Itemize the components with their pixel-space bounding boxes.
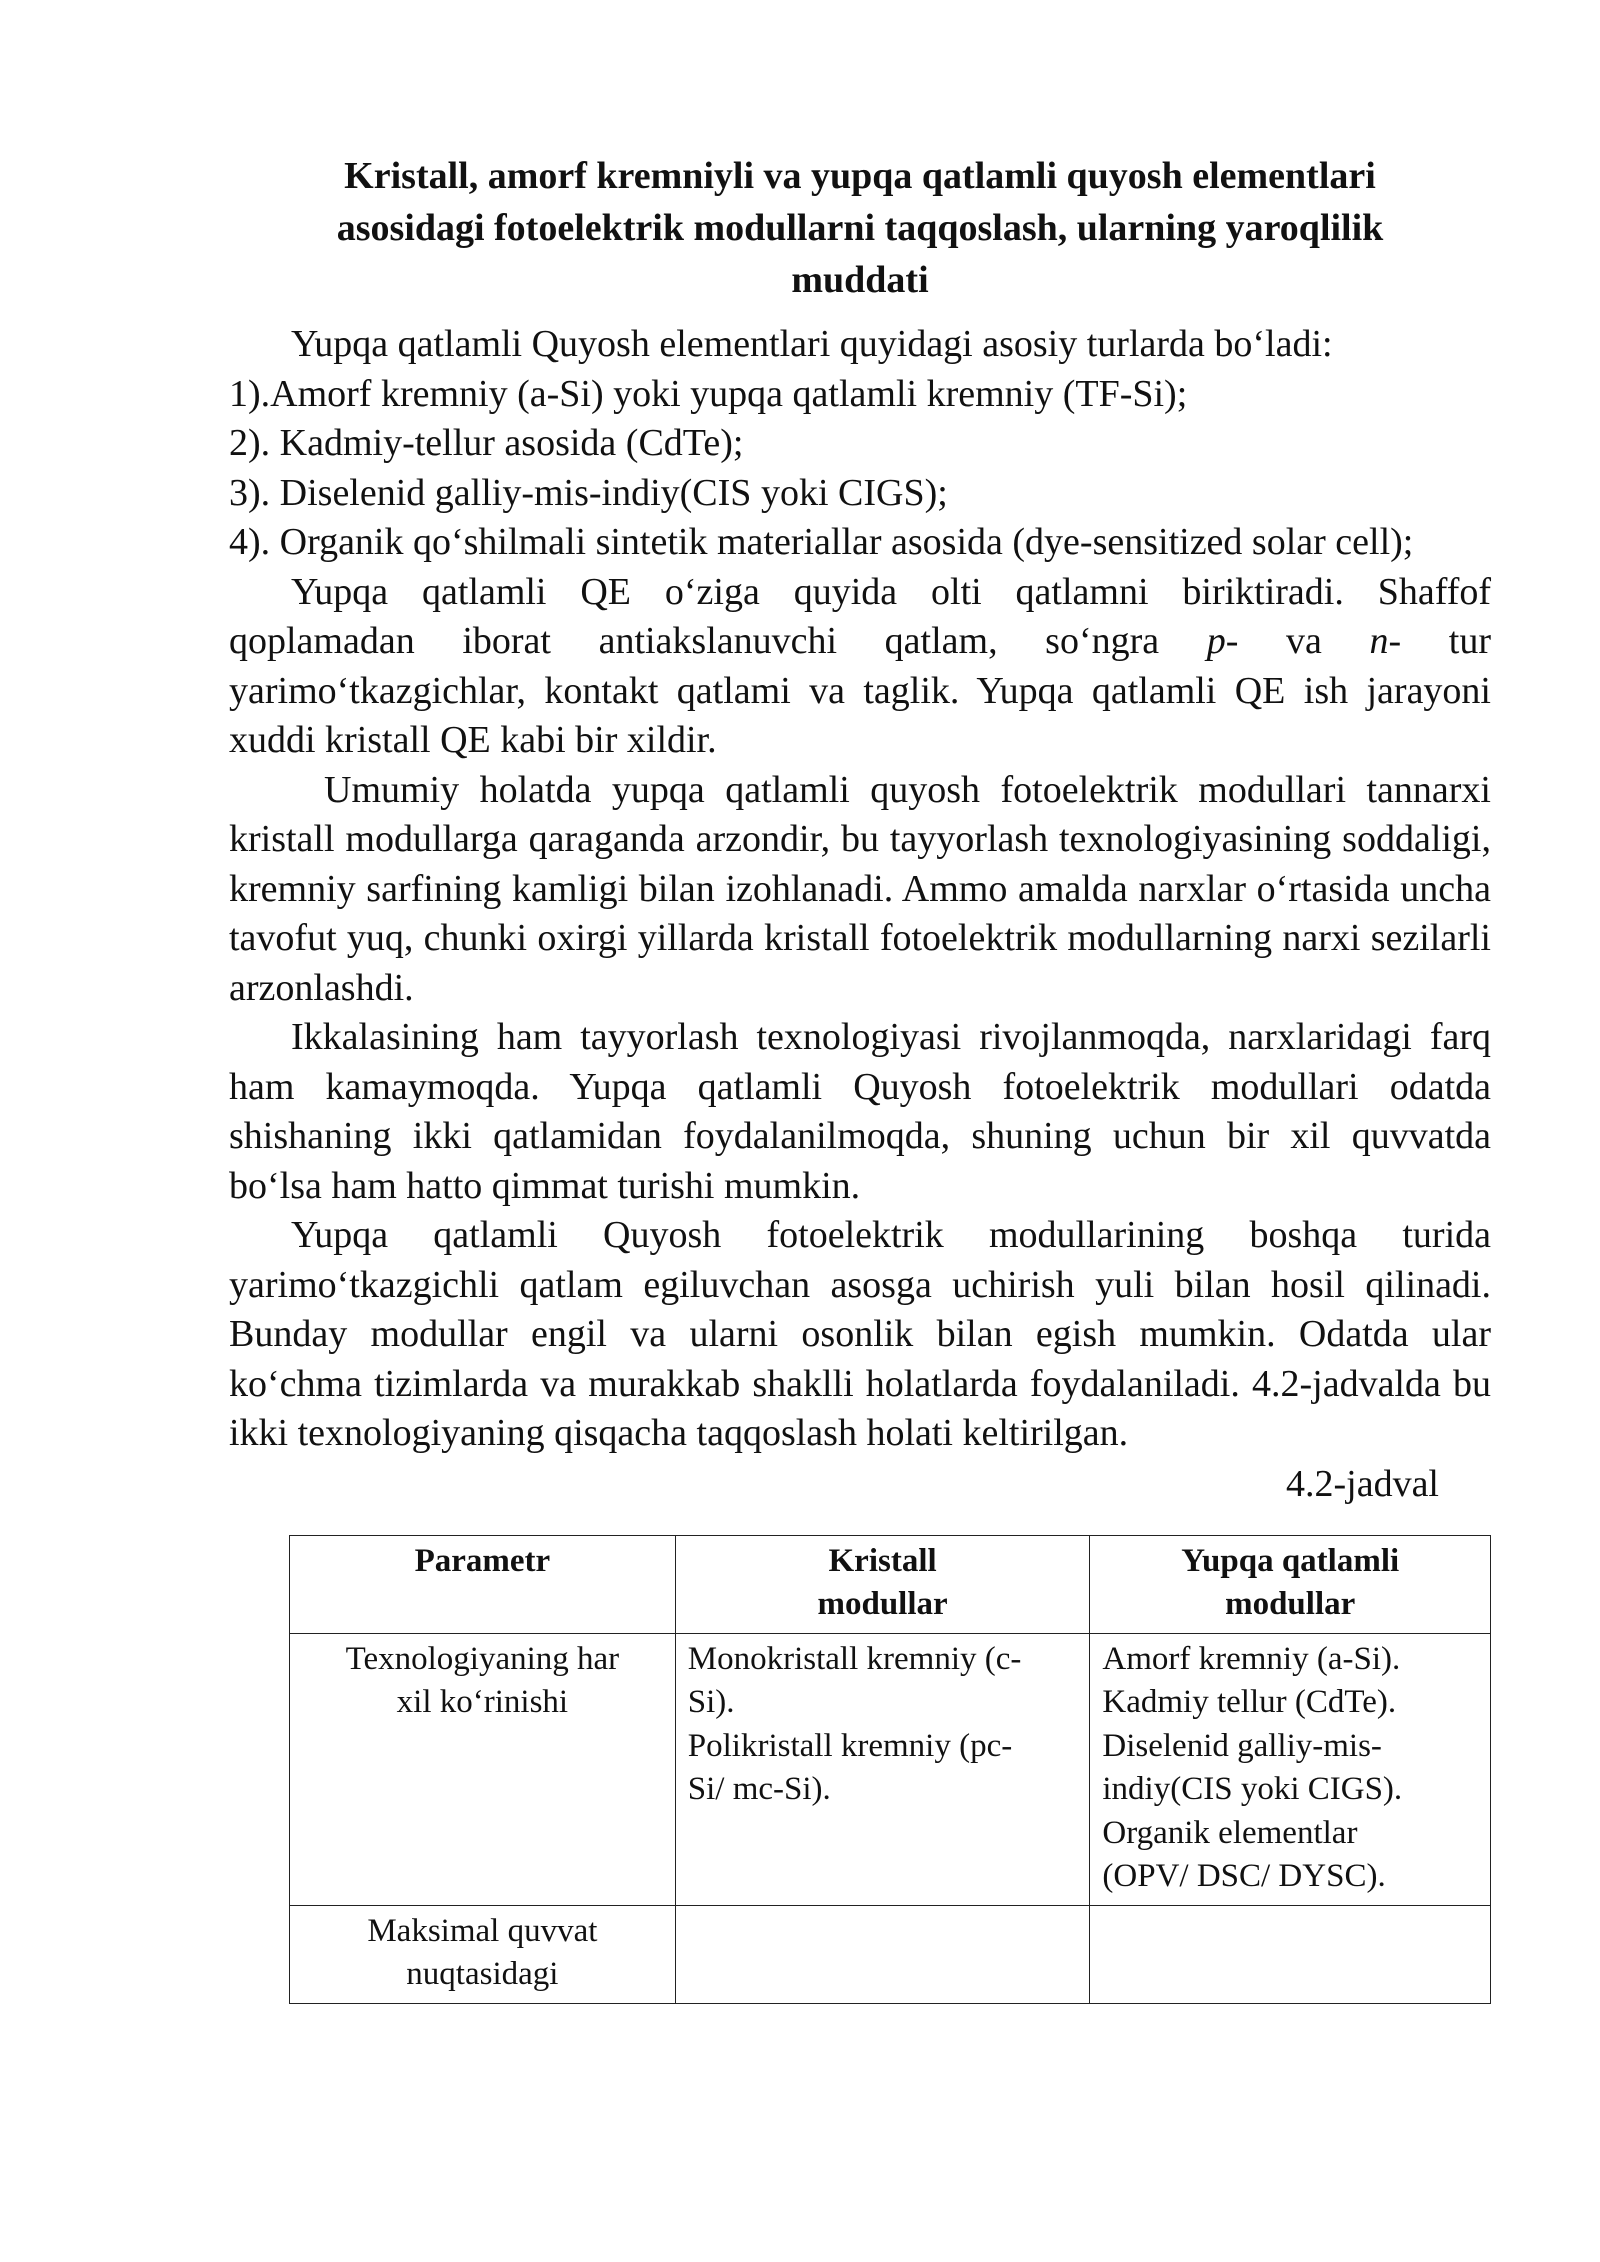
intro-paragraph: Yupqa qatlamli Quyosh elementlari quyidagi asosiy turlarda bo‘ladi: [291,323,1333,365]
header-thin-film: Yupqa qatlamli modullar [1090,1535,1491,1633]
cell-thin-film: Amorf kremniy (a-Si). Kadmiy tellur (CdTe). Diselenid galliy-mis- indiy(CIS yoki CIGS). Organik elementlar (OPV/ DSC/ DYSC). [1090,1633,1491,1905]
paragraph-text: Yupqa qatlamli QE o‘ziga quyida olti qatlamni biriktiradi. Shaffof qoplamadan iborat antiakslanuvchi qatlam, so‘ngra [229,570,1491,662]
cell-crystal [675,1905,1090,2003]
document-title [249,150,1471,306]
list-item: 4). Organik qo‘shilmali sintetik materiallar asosida (dye-sensitized solar cell); [229,521,1414,563]
title-line: muddati [791,259,929,301]
paragraph-technology: Ikkalasining ham tayyorlash texnologiyasi rivojlanmoqda, narxlaridagi farq ham kamaymoqda. Yupqa qatlamli Quyosh fotoelektrik modullari odatda shishaning ikki qatlamidan foydalanilmoqda, shuning uchun bir xil quvvatda bo‘lsa ham hatto qimmat turishi mumkin. [229,1016,1491,1207]
table-row [290,1905,1491,2003]
comparison-table [289,1535,1491,2004]
cell-thin-film [1090,1905,1491,2003]
paragraph-layers [229,568,1491,766]
type-list [229,370,1491,568]
p-type-label: p [1206,620,1226,662]
header-parametr: Parametr [290,1535,676,1633]
title-line: Kristall, amorf kremniyli va yupqa qatlamli quyosh elementlari [344,155,1376,197]
table-caption: 4.2-jadval [1285,1462,1439,1505]
document-page [229,150,1491,2004]
cell-parameter: Maksimal quvvat nuqtasidagi [290,1905,676,2003]
paragraph-flexible: Yupqa qatlamli Quyosh fotoelektrik modullarining boshqa turida yarimo‘tkazgichli qatlam egiluvchan asosga uchirish yuli bilan hosil qilinadi. Bunday modullar engil va ularni osonlik bilan egish mumkin. Odatda ular ko‘chma tizimlarda va murakkab shaklli holatlarda foydalaniladi. 4.2-jadvalda bu ikki texnologiyaning qisqacha taqqoslash holati keltirilgan. [229,1214,1491,1454]
table-header-row [290,1535,1491,1633]
paragraph-text: - va [1225,620,1370,662]
paragraph-cost: Umumiy holatda yupqa qatlamli quyosh fotoelektrik modullari tannarxi kristall modullarga qaraganda arzondir, bu tayyorlash texnologiyasining soddaligi, kremniy sarfining kamligi bilan izohlanadi. Ammo amalda narxlar o‘rtasida uncha tavofut yuq, chunki oxirgi yillarda kristall fotoelektrik modullarning narxi sezilarli arzonlashdi. [229,768,1491,1009]
list-item: 2). Kadmiy-tellur asosida (CdTe); [229,422,744,464]
paragraph-text: - tur yarimo‘tkazgichlar, kontakt qatlami va taglik. Yupqa qatlamli QE ish jarayoni xuddi kristall QE kabi bir xildir. [229,620,1491,761]
header-crystal: Kristall modullar [675,1535,1090,1633]
table-row [290,1633,1491,1905]
cell-crystal: Monokristall kremniy (c- Si). Polikristall kremniy (pc- Si/ mc-Si). [675,1633,1090,1905]
cell-parameter: Texnologiyaning har xil ko‘rinishi [290,1633,676,1905]
n-type-label: n [1369,620,1389,662]
list-item: 1).Amorf kremniy (a-Si) yoki yupqa qatlamli kremniy (TF-Si); [229,372,1188,415]
list-item: 3). Diselenid galliy-mis-indiy(CIS yoki CIGS); [229,471,948,514]
title-line: asosidagi fotoelektrik modullarni taqqoslash, ularning yaroqlilik [336,207,1384,249]
